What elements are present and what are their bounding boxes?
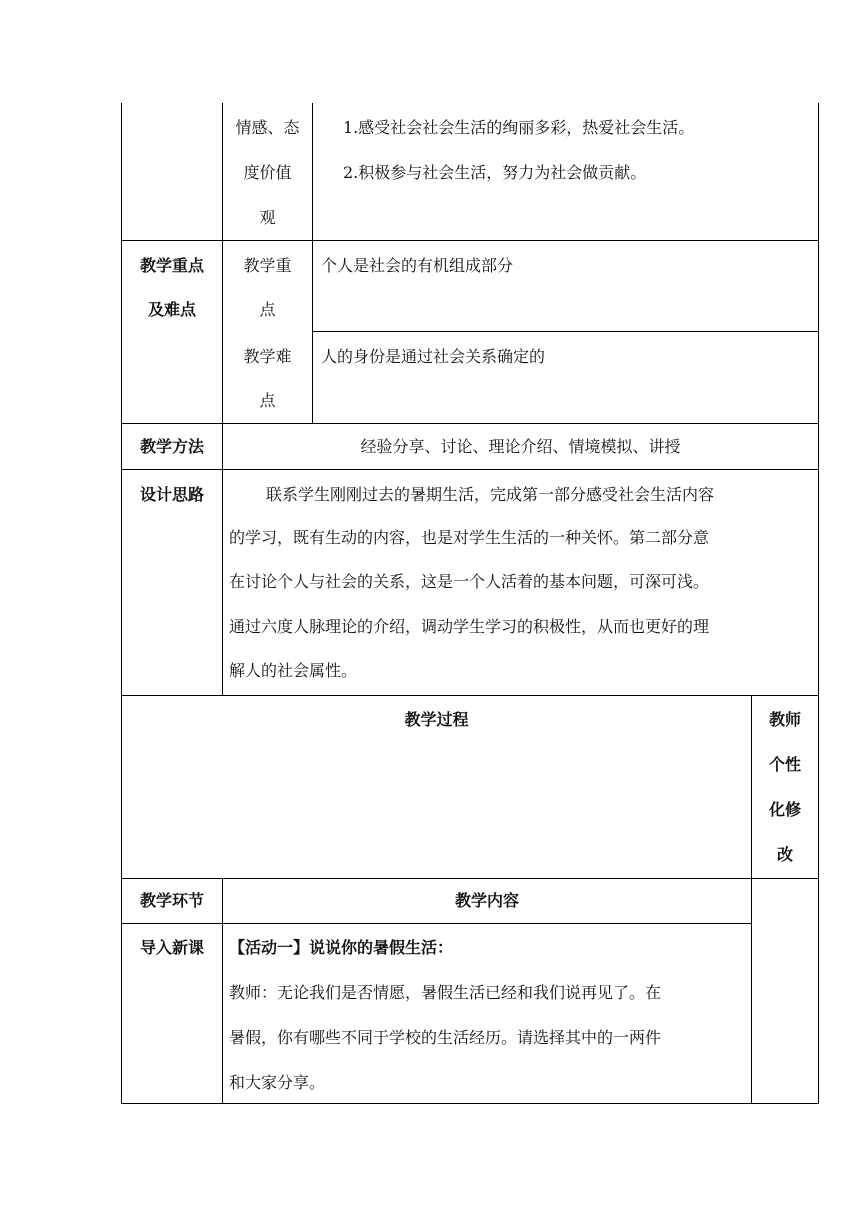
focus-label-line1: 教学重 (243, 256, 292, 275)
design-paragraph-line: 联系学生刚刚过去的暑期生活，完成第一部分感受社会生活内容 (266, 485, 715, 504)
difficulty-label-line1: 教学难 (243, 347, 292, 366)
key-points-label-line2: 及难点 (147, 300, 196, 319)
process-title: 教学过程 (404, 710, 469, 729)
emotion-label-line1: 情感、态 (235, 118, 300, 137)
table-border-right (818, 103, 819, 1104)
row-divider (121, 695, 819, 696)
teacher-notes-header-line2: 个性 (768, 755, 801, 774)
table-border-bottom (121, 1103, 819, 1104)
emotion-goal-item-1: 1.感受社会社会生活的绚丽多彩，热爱社会生活。 (343, 118, 695, 137)
emotion-label-line2: 度价值 (243, 163, 292, 182)
focus-label-line2: 点 (259, 300, 276, 319)
design-paragraph-line: 在讨论个人与社会的关系，这是一个人活着的基本问题，可深可浅。 (229, 572, 710, 591)
key-points-label-line1: 教学重点 (139, 256, 204, 275)
emotion-label-line3: 观 (259, 208, 276, 227)
difficulty-text: 人的身份是通过社会关系确定的 (321, 347, 546, 366)
focus-text: 个人是社会的有机组成部分 (321, 256, 514, 275)
difficulty-label-line2: 点 (259, 391, 276, 410)
design-paragraph-line: 解人的社会属性。 (229, 661, 358, 680)
teacher-notes-header-line4: 改 (776, 845, 793, 864)
intro-stage-label: 导入新课 (139, 938, 204, 957)
column-divider (312, 103, 313, 423)
row-divider (121, 240, 819, 241)
row-divider (312, 331, 819, 332)
design-paragraph-line: 的学习，既有生动的内容，也是对学生生活的一种关怀。第二部分意 (229, 528, 710, 547)
intro-content-line: 教师：无论我们是否情愿，暑假生活已经和我们说再见了。在 (229, 983, 662, 1002)
intro-content-line: 暑假，你有哪些不同于学校的生活经历。请选择其中的一两件 (229, 1028, 662, 1047)
method-text: 经验分享、讨论、理论介绍、情境模拟、讲授 (360, 437, 681, 456)
column-divider (222, 878, 223, 1104)
row-divider (121, 878, 819, 879)
teacher-notes-header-line3: 化修 (768, 800, 801, 819)
activity-title: 【活动一】说说你的暑假生活： (229, 938, 454, 957)
content-column-header: 教学内容 (454, 891, 519, 910)
emotion-goal-item-2: 2.积极参与社会生活，努力为社会做贡献。 (343, 163, 647, 182)
row-divider (121, 923, 751, 924)
teacher-notes-header-line1: 教师 (768, 710, 801, 729)
design-paragraph-line: 通过六度人脉理论的介绍，调动学生学习的积极性，从而也更好的理 (229, 617, 710, 636)
design-label: 设计思路 (139, 485, 204, 504)
intro-content-line: 和大家分享。 (229, 1073, 326, 1092)
row-divider (121, 469, 819, 470)
stage-column-header: 教学环节 (139, 891, 204, 910)
row-divider (121, 423, 819, 424)
method-label: 教学方法 (139, 437, 204, 456)
